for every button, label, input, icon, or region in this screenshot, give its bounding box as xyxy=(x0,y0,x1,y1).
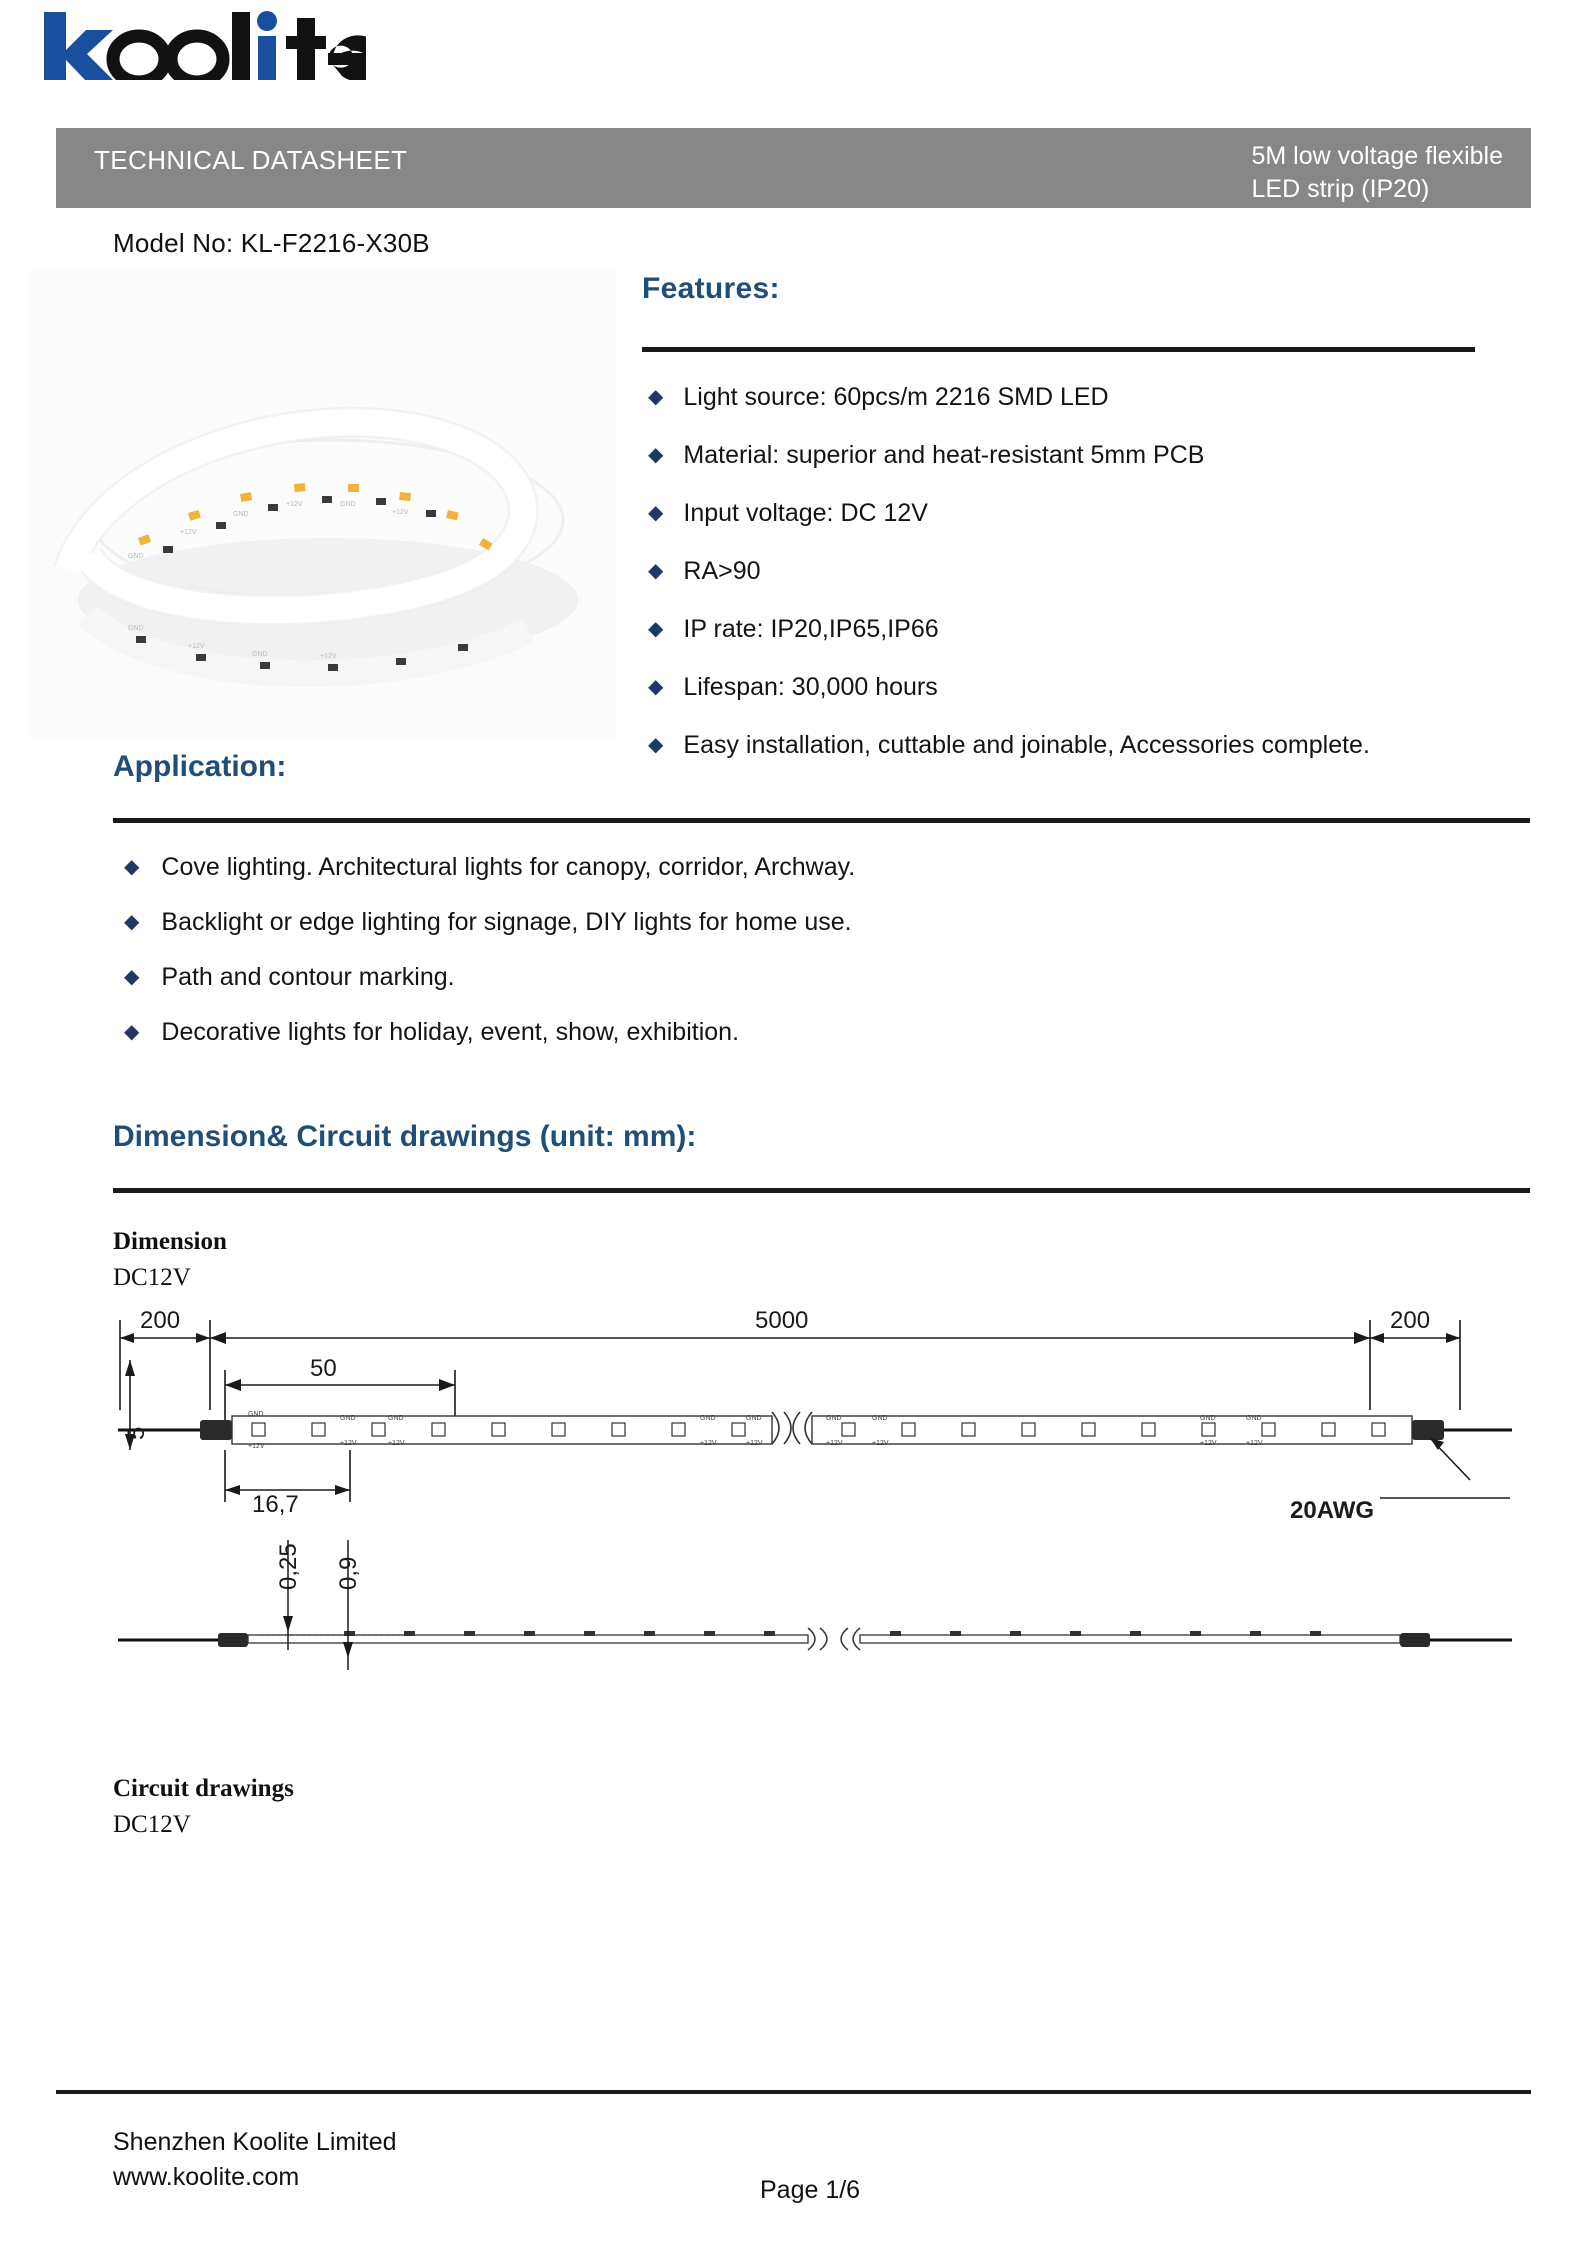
list-item xyxy=(648,438,1528,472)
feature-text: Light source: 60pcs/m 2216 SMD LED xyxy=(683,383,1109,411)
dim-wire-gauge: 20AWG xyxy=(1290,1497,1375,1524)
header-right-title xyxy=(1251,136,1503,206)
svg-text:+12V: +12V xyxy=(826,1440,843,1447)
svg-text:GND: GND xyxy=(1200,1415,1216,1422)
feature-text: Material: superior and heat-resistant 5mm PCB xyxy=(683,441,1205,469)
svg-text:GND: GND xyxy=(340,501,356,508)
model-number: Model No: KL-F2216-X30B xyxy=(113,228,430,258)
svg-text:+12V: +12V xyxy=(1246,1440,1263,1447)
footer-website: www.koolite.com xyxy=(113,2163,300,2191)
svg-text:+12V: +12V xyxy=(1200,1440,1217,1447)
diamond-bullet-icon: ◆ xyxy=(648,560,664,582)
dim-thickness-total: 0,9 xyxy=(335,1556,362,1590)
list-item xyxy=(124,1015,1524,1049)
list-item xyxy=(124,850,1524,884)
features-list xyxy=(648,380,1528,786)
dim-total-length: 5000 xyxy=(755,1307,809,1334)
svg-text:+12V: +12V xyxy=(320,653,337,660)
svg-text:+12V: +12V xyxy=(340,1440,357,1447)
diamond-bullet-icon: ◆ xyxy=(124,911,140,933)
application-text: Backlight or edge lighting for signage, DIY lights for home use. xyxy=(161,908,852,936)
svg-text:+12V: +12V xyxy=(392,509,409,516)
svg-text:GND: GND xyxy=(872,1415,888,1422)
dim-thickness-pcb: 0,25 xyxy=(275,1543,302,1590)
svg-text:GND: GND xyxy=(746,1415,762,1422)
dim-lead-left: 200 xyxy=(140,1307,181,1334)
application-title: Application: xyxy=(113,750,287,783)
diamond-bullet-icon: ◆ xyxy=(648,386,664,408)
list-item xyxy=(648,728,1528,762)
svg-text:GND: GND xyxy=(252,651,268,658)
svg-text:+12V: +12V xyxy=(746,1440,763,1447)
list-item xyxy=(124,960,1524,994)
feature-text: RA>90 xyxy=(683,557,761,585)
svg-text:GND: GND xyxy=(128,625,144,632)
svg-text:GND: GND xyxy=(1246,1415,1262,1422)
dimension-divider xyxy=(113,1188,1530,1193)
application-text: Decorative lights for holiday, event, show, exhibition. xyxy=(161,1018,740,1046)
company-logo xyxy=(36,10,366,78)
feature-text: IP rate: IP20,IP65,IP66 xyxy=(683,615,939,643)
features-title: Features: xyxy=(642,272,780,305)
footer-divider xyxy=(56,2090,1531,2094)
svg-text:+12V: +12V xyxy=(700,1440,717,1447)
list-item xyxy=(648,612,1528,646)
application-text: Path and contour marking. xyxy=(161,963,455,991)
product-photo xyxy=(28,270,616,738)
svg-text:GND: GND xyxy=(233,511,249,518)
dim-cut-length: 16,7 xyxy=(252,1491,299,1518)
dim-pitch: 50 xyxy=(310,1355,337,1382)
header-bar xyxy=(56,128,1531,208)
svg-text:+12V: +12V xyxy=(286,501,303,508)
svg-text:+12V: +12V xyxy=(872,1440,889,1447)
diamond-bullet-icon: ◆ xyxy=(124,856,140,878)
svg-text:GND: GND xyxy=(128,553,144,560)
header-right-line2: LED strip (IP20) xyxy=(1251,175,1430,203)
dim-pcb-width: 5 xyxy=(123,1426,150,1440)
dimension-section-title: Dimension& Circuit drawings (unit: mm): xyxy=(113,1120,697,1153)
header-right-line1: 5M low voltage flexible xyxy=(1251,142,1503,170)
list-item xyxy=(124,905,1524,939)
footer-company: Shenzhen Koolite Limited xyxy=(113,2128,397,2156)
koolite-logo-icon xyxy=(36,8,366,80)
dimension-label: Dimension xyxy=(113,1228,227,1255)
svg-text:GND: GND xyxy=(248,1411,264,1418)
diamond-bullet-icon: ◆ xyxy=(124,966,140,988)
feature-text: Lifespan: 30,000 hours xyxy=(683,673,938,701)
dim-lead-right: 200 xyxy=(1390,1307,1431,1334)
svg-text:GND: GND xyxy=(388,1415,404,1422)
circuit-drawings-label: Circuit drawings xyxy=(113,1775,294,1802)
application-list xyxy=(124,850,1524,1070)
features-divider xyxy=(642,347,1475,352)
dimension-drawing xyxy=(100,1290,1530,1770)
led-strip-technical-drawing xyxy=(100,1290,1530,1770)
svg-text:GND: GND xyxy=(826,1415,842,1422)
diamond-bullet-icon: ◆ xyxy=(648,502,664,524)
header-left-title: TECHNICAL DATASHEET xyxy=(94,145,408,175)
svg-text:+12V: +12V xyxy=(388,1440,405,1447)
svg-text:GND: GND xyxy=(340,1415,356,1422)
diamond-bullet-icon: ◆ xyxy=(648,734,664,756)
footer-page-number: Page 1/6 xyxy=(760,2176,861,2204)
list-item xyxy=(648,496,1528,530)
list-item xyxy=(648,380,1528,414)
svg-text:+12V: +12V xyxy=(188,643,205,650)
svg-text:GND: GND xyxy=(700,1415,716,1422)
diamond-bullet-icon: ◆ xyxy=(648,676,664,698)
feature-text: Easy installation, cuttable and joinable, Accessories complete. xyxy=(683,731,1370,759)
svg-text:+12V: +12V xyxy=(248,1443,265,1450)
circuit-voltage: DC12V xyxy=(113,1811,191,1838)
feature-text: Input voltage: DC 12V xyxy=(683,499,928,527)
application-text: Cove lighting. Architectural lights for canopy, corridor, Archway. xyxy=(161,853,856,881)
led-strip-photo xyxy=(28,270,616,738)
diamond-bullet-icon: ◆ xyxy=(648,444,664,466)
diamond-bullet-icon: ◆ xyxy=(648,618,664,640)
dimension-voltage: DC12V xyxy=(113,1264,191,1291)
svg-text:+12V: +12V xyxy=(180,529,197,536)
diamond-bullet-icon: ◆ xyxy=(124,1021,140,1043)
application-divider xyxy=(113,818,1530,823)
list-item xyxy=(648,554,1528,588)
list-item xyxy=(648,670,1528,704)
